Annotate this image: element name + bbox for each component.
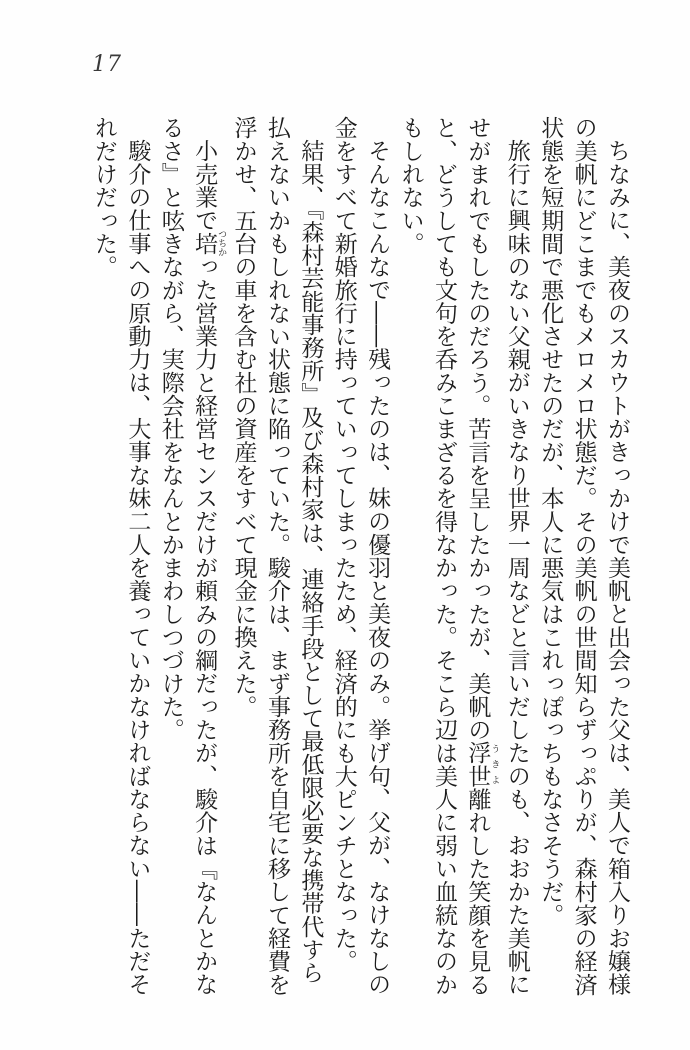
- text-line: 浮かせ、五台の車を含む社の資産をすべて現金に換えた。: [230, 116, 257, 718]
- vertical-text-block: [87, 116, 634, 994]
- page-number: 17: [92, 52, 122, 77]
- text-line: せがまれでもしたのだろう。苦言を呈したかったが、美帆の浮世 うきよ離れした笑顔を見る: [464, 116, 500, 996]
- furigana: つちか: [216, 229, 227, 257]
- text-line: の美帆にどこまでもメロメロ状態だ。その美帆の世間知らずっぷりが、森村家の経済: [570, 116, 597, 996]
- text-line: もしれない。: [397, 116, 424, 255]
- text-line: ちなみに、美夜のスカウトがきっかけで美帆と出会った父は、美人で箱入りお嬢様: [604, 139, 630, 996]
- text-line: 払えないかもしれない状態に陥っていた。駿介は、まず事務所を自宅に移して経費を: [263, 116, 290, 996]
- text-line: 駿介の仕事への原動力は、大事な妹二人を養っていかなければならない――ただそ: [124, 139, 151, 996]
- text-line: 結果、『森村芸能事務所』及び森村家は、連絡手段として最低限必要な携帯代すら: [297, 139, 324, 985]
- text-line: れだけだった。: [90, 116, 117, 279]
- text-line: 小売業で培 つちかった営業力と経営センスだけが頼みの綱だったが、駿介は『なんとかな: [191, 139, 227, 996]
- text-line: そんなこんなで――残ったのは、妹の優羽と美夜のみ。挙げ句、父が、なけなしの: [364, 139, 391, 996]
- text-line: 旅行に興味のない父親がいきなり世界一周などと言いだしたのも、おおかた美帆に: [503, 139, 530, 996]
- furigana: うきよ: [489, 741, 500, 788]
- ruby-annotated-word: 浮世 うきよ: [464, 741, 500, 788]
- text-line: と、どうしても文句を呑みこまざるを得なかった。そこら辺は美人に弱い血統なのか: [430, 116, 457, 996]
- text-line: 状態を短期間で悪化させたのだが、本人に悪気はこれっぽっちもなさそうだ。: [537, 116, 564, 927]
- text-line: るさ』と呟きながら、実際会社をなんとかまわしつづけた。: [157, 116, 184, 742]
- text-line: 金をすべて新婚旅行に持っていってしまったため、経済的にも大ピンチとなった。: [330, 116, 357, 973]
- ruby-annotated-word: 培 つちか: [191, 229, 227, 257]
